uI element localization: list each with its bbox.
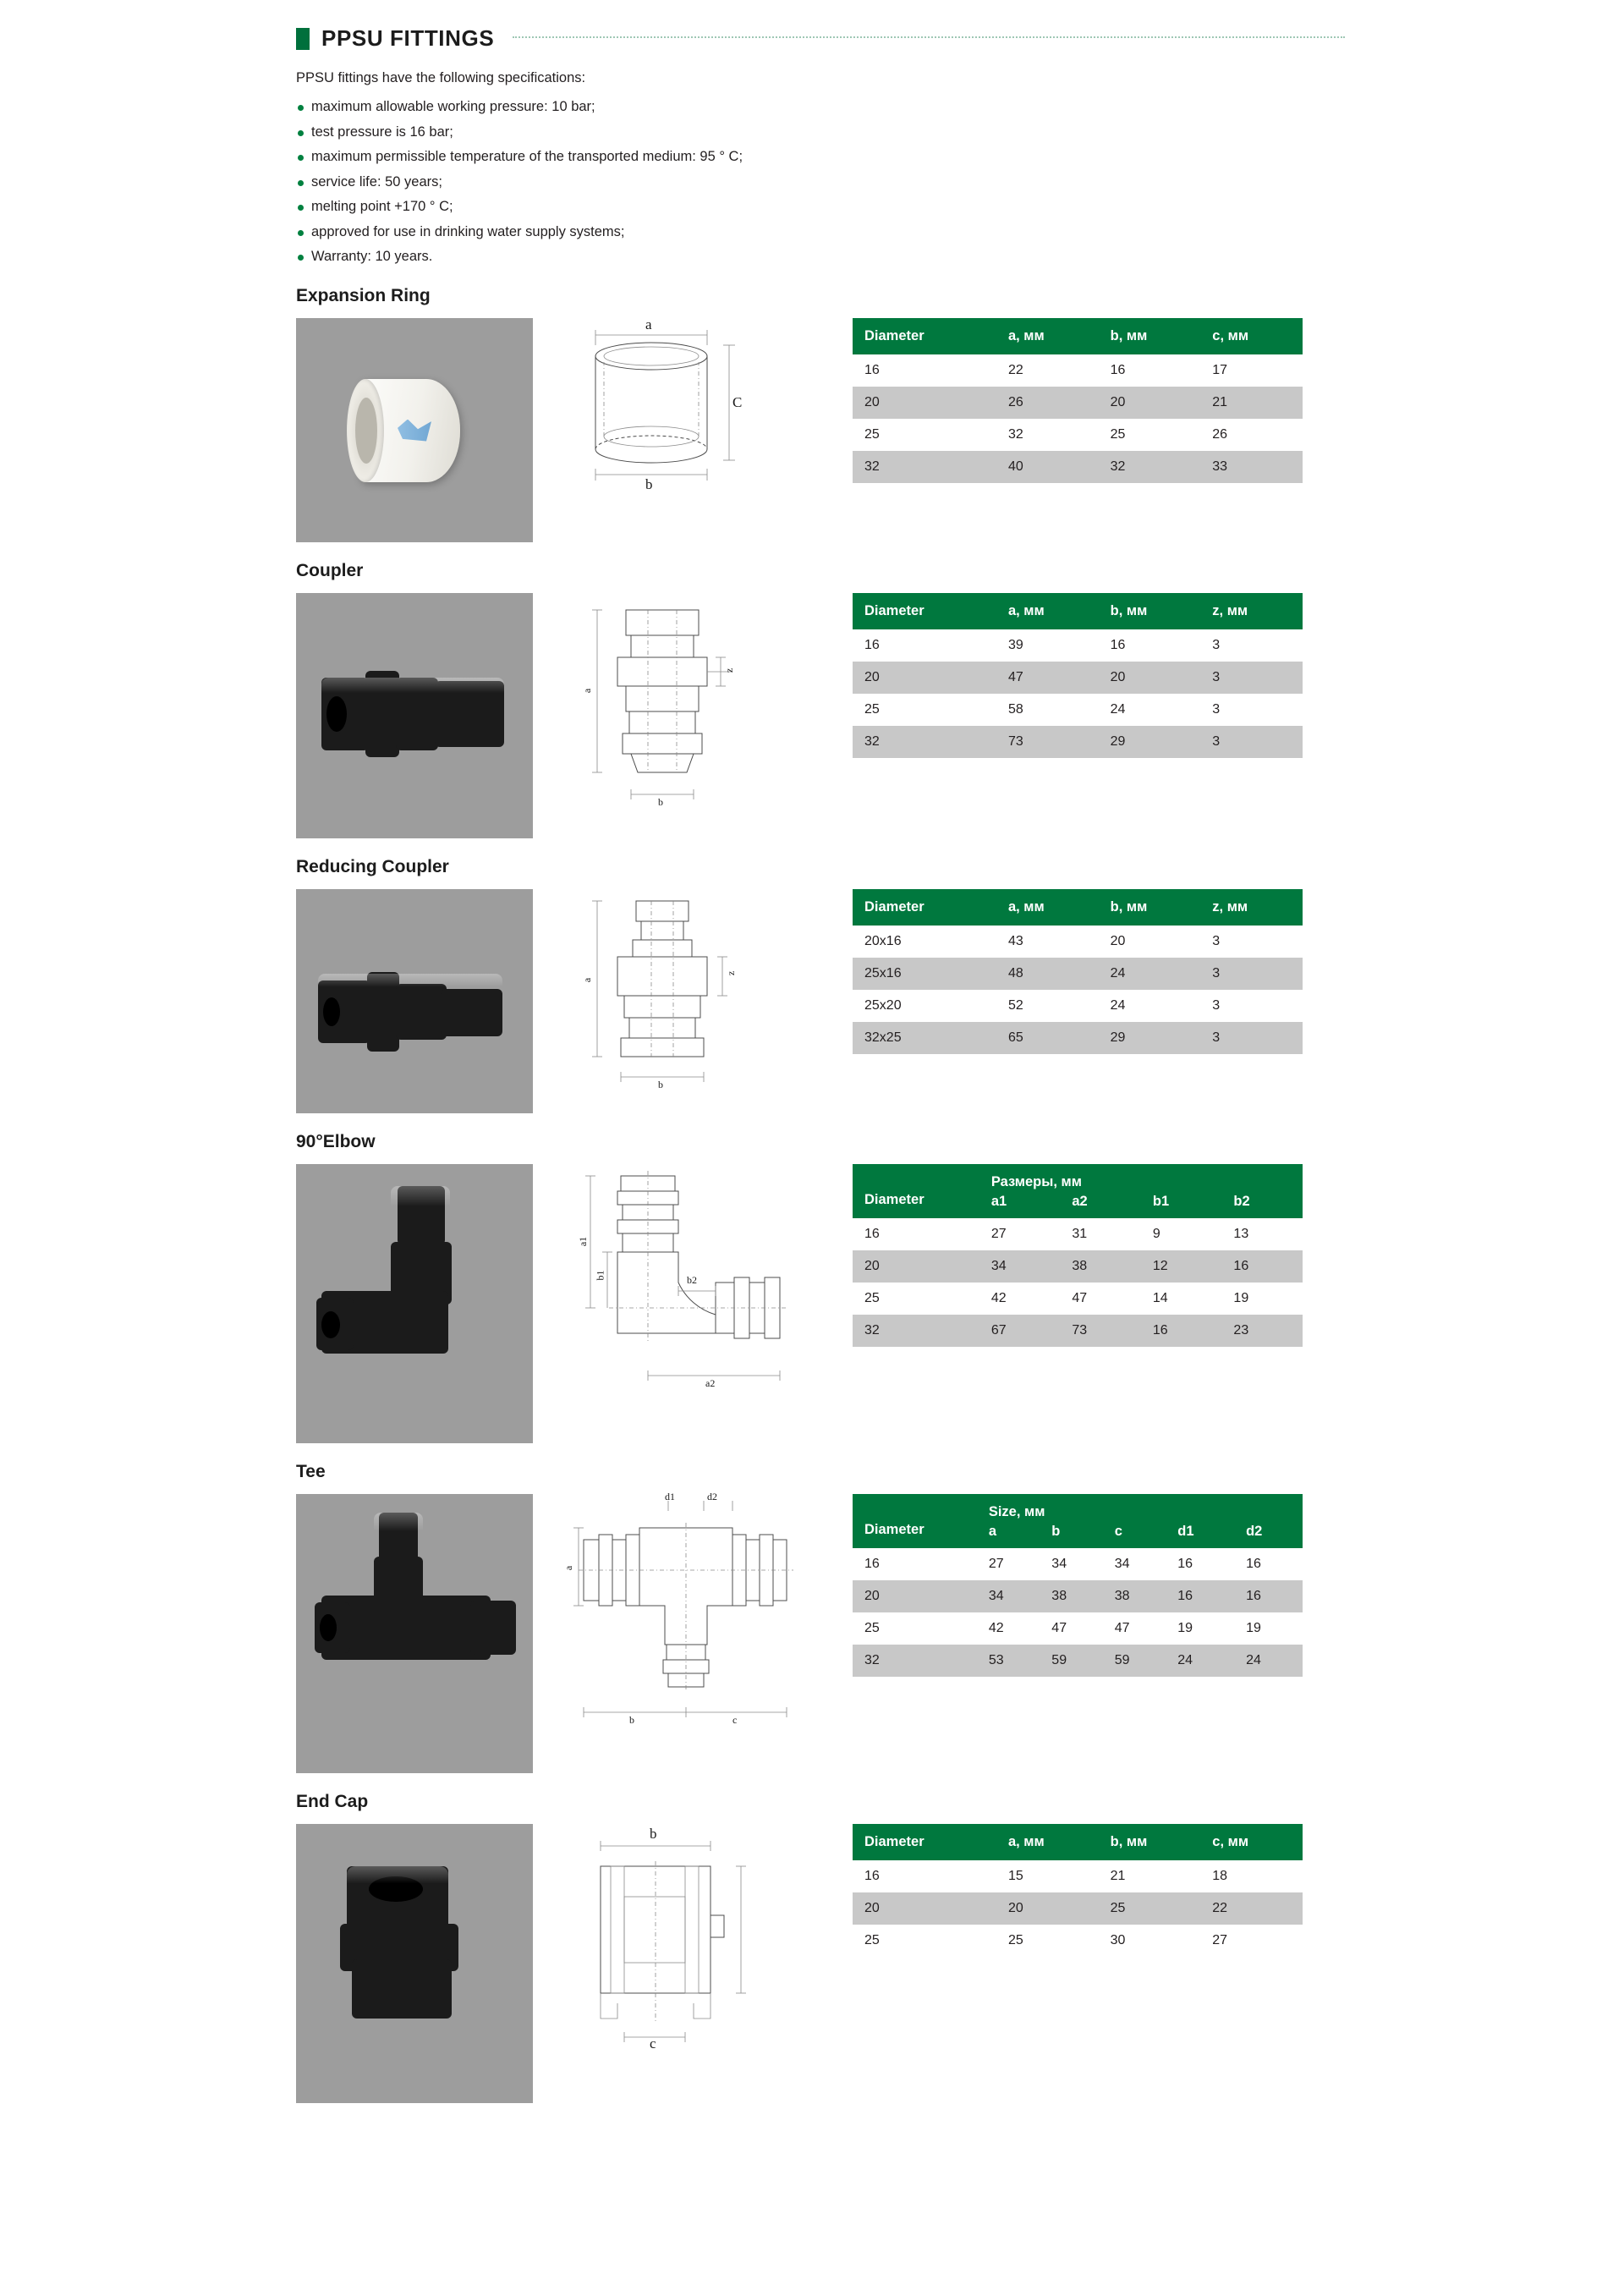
table-cell: 39 xyxy=(1007,637,1023,652)
drawing-label-b2: b2 xyxy=(687,1273,697,1286)
table-header-row xyxy=(853,318,1303,354)
drawing-column xyxy=(533,1824,804,2052)
table-cell: 20 xyxy=(1007,1900,1023,1915)
table-cell: 9 xyxy=(1152,1226,1160,1241)
drawing-column xyxy=(533,1164,804,1443)
table-cell: 3 xyxy=(1212,637,1221,652)
table-cell: 3 xyxy=(1212,701,1221,717)
table-cell: 73 xyxy=(1072,1322,1088,1338)
table-cell: 16 xyxy=(1110,637,1126,652)
column-header: c, мм xyxy=(1200,1824,1303,1860)
table-column xyxy=(804,1824,1345,1957)
table-row xyxy=(853,1548,1303,1580)
drawing-label-d2: d2 xyxy=(707,1490,717,1502)
table-row xyxy=(853,419,1303,451)
table-cell: 20 xyxy=(1110,669,1126,684)
technical-drawing-end-cap xyxy=(567,1824,804,2052)
table-cell: 18 xyxy=(1212,1868,1228,1883)
table-column xyxy=(804,593,1345,758)
table-cell: 16 xyxy=(1246,1556,1261,1571)
header-dotted-rule xyxy=(513,36,1345,38)
column-header: b, мм xyxy=(1099,889,1201,926)
table-column xyxy=(804,318,1345,483)
table-row xyxy=(853,1612,1303,1645)
column-header: Diameter xyxy=(853,1494,977,1548)
column-header: b, мм xyxy=(1099,318,1201,354)
table-cell: 27 xyxy=(988,1556,1004,1571)
table-cell: 47 xyxy=(1072,1290,1088,1305)
table-cell: 53 xyxy=(988,1652,1004,1667)
column-header: Diameter xyxy=(853,889,996,926)
table-row xyxy=(853,1250,1303,1283)
table-cell: 48 xyxy=(1007,965,1023,980)
product-photo-tee xyxy=(296,1494,533,1773)
table-cell: 16 xyxy=(1177,1588,1193,1603)
table-cell: 3 xyxy=(1212,733,1221,749)
table-cell: 20 xyxy=(864,1588,880,1603)
table-cell: 12 xyxy=(1152,1258,1168,1273)
table-cell: 3 xyxy=(1212,669,1221,684)
table-cell: 25 xyxy=(1110,1900,1126,1915)
table-cell: 32 xyxy=(1110,459,1126,474)
table-header-row xyxy=(853,1824,1303,1860)
table-row xyxy=(853,1925,1303,1957)
table-cell: 47 xyxy=(1007,669,1023,684)
table-cell: 27 xyxy=(1212,1932,1228,1947)
drawing-label-b: b xyxy=(629,1713,634,1726)
technical-drawing-elbow xyxy=(567,1164,804,1443)
table-cell: 33 xyxy=(1212,459,1228,474)
table-cell: 14 xyxy=(1152,1290,1168,1305)
column-header: Diameter xyxy=(853,318,996,354)
section-title: 90°Elbow xyxy=(296,1131,376,1151)
page-title: PPSU FITTINGS xyxy=(321,25,495,51)
column-header: b xyxy=(1040,1524,1102,1548)
table-cell: 22 xyxy=(1212,1900,1228,1915)
table-cell: 32 xyxy=(864,1322,880,1338)
table-cell: 34 xyxy=(1114,1556,1130,1571)
spec-table-elbow xyxy=(853,1164,1303,1347)
table-row xyxy=(853,451,1303,483)
table-cell: 29 xyxy=(1110,733,1126,749)
table-cell: 3 xyxy=(1212,965,1221,980)
table-cell: 20 xyxy=(864,1258,880,1273)
table-cell: 15 xyxy=(1007,1868,1023,1883)
spec-table-end-cap xyxy=(853,1824,1303,1957)
table-row xyxy=(853,694,1303,726)
table-cell: 34 xyxy=(990,1258,1007,1273)
section-expansion-ring xyxy=(296,286,1345,542)
table-cell: 25 xyxy=(864,426,880,442)
column-header: a, мм xyxy=(996,593,1099,629)
list-item: Warranty: 10 years. xyxy=(296,250,1345,264)
table-header-row xyxy=(853,593,1303,629)
drawing-label-z: z xyxy=(723,667,736,673)
table-cell: 32x25 xyxy=(864,1030,902,1045)
table-row xyxy=(853,1860,1303,1892)
table-cell: 24 xyxy=(1110,965,1126,980)
list-item: test pressure is 16 bar; xyxy=(296,125,1345,140)
column-header: Diameter xyxy=(853,1824,996,1860)
table-cell: 24 xyxy=(1177,1652,1193,1667)
table-cell: 20x16 xyxy=(864,933,902,948)
photo-column xyxy=(296,1494,533,1773)
column-group-header: Размеры, мм xyxy=(979,1164,1303,1194)
drawing-column xyxy=(533,889,804,1113)
table-row xyxy=(853,387,1303,419)
section-tee xyxy=(296,1462,1345,1773)
table-row xyxy=(853,1283,1303,1315)
table-cell: 32 xyxy=(1007,426,1023,442)
green-square-marker xyxy=(296,28,310,50)
product-photo-reducing-coupler xyxy=(296,889,533,1113)
table-cell: 20 xyxy=(1110,394,1126,409)
table-cell: 43 xyxy=(1007,933,1023,948)
table-cell: 29 xyxy=(1110,1030,1126,1045)
drawing-linework xyxy=(567,593,820,838)
drawing-label-a: a xyxy=(581,688,594,693)
table-cell: 65 xyxy=(1007,1030,1023,1045)
spec-table-expansion-ring xyxy=(853,318,1303,483)
column-header: c, мм xyxy=(1200,318,1303,354)
section-title: Reducing Coupler xyxy=(296,856,449,876)
table-cell: 21 xyxy=(1110,1868,1126,1883)
column-group-header: Size, мм xyxy=(977,1494,1303,1524)
table-cell: 25 xyxy=(864,1932,880,1947)
table-cell: 24 xyxy=(1246,1652,1261,1667)
table-cell: 23 xyxy=(1233,1322,1249,1338)
table-cell: 25 xyxy=(1007,1932,1023,1947)
column-header: z, мм xyxy=(1200,889,1303,926)
column-header: b2 xyxy=(1221,1194,1303,1218)
technical-drawing-expansion-ring xyxy=(567,318,804,542)
spec-table-tee xyxy=(853,1494,1303,1677)
table-cell: 38 xyxy=(1114,1588,1130,1603)
table-cell: 32 xyxy=(864,733,880,749)
section-title: Expansion Ring xyxy=(296,285,431,305)
table-cell: 25 xyxy=(864,1620,880,1635)
table-cell: 30 xyxy=(1110,1932,1126,1947)
drawing-linework xyxy=(567,889,820,1113)
table-cell: 27 xyxy=(990,1226,1007,1241)
table-cell: 20 xyxy=(864,1900,880,1915)
table-cell: 31 xyxy=(1072,1226,1088,1241)
table-cell: 20 xyxy=(1110,933,1126,948)
technical-drawing-coupler xyxy=(567,593,804,838)
table-row xyxy=(853,726,1303,758)
product-photo-end-cap xyxy=(296,1824,533,2103)
table-row xyxy=(853,1645,1303,1677)
table-cell: 24 xyxy=(1110,997,1126,1013)
column-header: b, мм xyxy=(1099,593,1201,629)
table-cell: 21 xyxy=(1212,394,1228,409)
table-cell: 42 xyxy=(988,1620,1004,1635)
drawing-column xyxy=(533,318,804,542)
product-photo-coupler xyxy=(296,593,533,838)
column-header: d2 xyxy=(1234,1524,1303,1548)
drawing-label-z: z xyxy=(725,970,738,975)
table-cell: 16 xyxy=(864,1556,880,1571)
table-cell: 42 xyxy=(990,1290,1007,1305)
list-item: maximum permissible temperature of the transported medium: 95 ° C; xyxy=(296,150,1345,164)
table-cell: 52 xyxy=(1007,997,1023,1013)
table-cell: 13 xyxy=(1233,1226,1249,1241)
photo-column xyxy=(296,1824,533,2103)
drawing-label-a1: a1 xyxy=(577,1236,590,1246)
specifications-list xyxy=(296,100,1345,264)
table-cell: 19 xyxy=(1233,1290,1249,1305)
table-header-row xyxy=(853,1494,1303,1524)
table-row xyxy=(853,1022,1303,1054)
table-cell: 59 xyxy=(1114,1652,1130,1667)
list-item: melting point +170 ° C; xyxy=(296,200,1345,214)
table-cell: 16 xyxy=(1152,1322,1168,1338)
column-header: c xyxy=(1103,1524,1166,1548)
drawing-label-b: b xyxy=(645,475,653,492)
section-coupler xyxy=(296,561,1345,838)
column-header: Diameter xyxy=(853,1164,979,1218)
drawing-linework xyxy=(567,1824,820,2052)
drawing-label-c: c xyxy=(650,2035,656,2052)
photo-column xyxy=(296,593,533,838)
table-cell: 24 xyxy=(1110,701,1126,717)
table-cell: 25x16 xyxy=(864,965,902,980)
table-cell: 25 xyxy=(1110,426,1126,442)
table-cell: 16 xyxy=(864,362,880,377)
table-cell: 3 xyxy=(1212,1030,1221,1045)
list-item: service life: 50 years; xyxy=(296,175,1345,190)
photo-column xyxy=(296,1164,533,1443)
drawing-label-a: a xyxy=(581,977,594,982)
drawing-linework xyxy=(567,1494,820,1739)
column-header: d1 xyxy=(1166,1524,1234,1548)
table-cell: 19 xyxy=(1177,1620,1193,1635)
table-cell: 3 xyxy=(1212,933,1221,948)
table-cell: 16 xyxy=(1246,1588,1261,1603)
table-row xyxy=(853,1580,1303,1612)
table-cell: 20 xyxy=(864,669,880,684)
table-cell: 16 xyxy=(864,1868,880,1883)
table-row xyxy=(853,1218,1303,1250)
drawing-linework xyxy=(567,1164,820,1443)
table-cell: 58 xyxy=(1007,701,1023,717)
table-cell: 25 xyxy=(864,701,880,717)
column-header: b1 xyxy=(1141,1194,1222,1218)
table-cell: 25 xyxy=(864,1290,880,1305)
drawing-label-c: C xyxy=(732,393,743,410)
table-cell: 16 xyxy=(864,1226,880,1241)
drawing-label-b: b xyxy=(658,1078,663,1090)
column-header: a, мм xyxy=(996,1824,1099,1860)
content-column xyxy=(296,25,1345,2103)
table-column xyxy=(804,889,1345,1054)
table-cell: 34 xyxy=(1051,1556,1067,1571)
table-column xyxy=(804,1494,1345,1677)
drawing-label-b: b xyxy=(658,795,663,808)
section-90-elbow xyxy=(296,1132,1345,1443)
column-header: a, мм xyxy=(996,889,1099,926)
photo-column xyxy=(296,889,533,1113)
table-cell: 20 xyxy=(864,394,880,409)
table-cell: 16 xyxy=(864,637,880,652)
table-row xyxy=(853,926,1303,958)
table-cell: 32 xyxy=(864,459,880,474)
table-cell: 26 xyxy=(1212,426,1228,442)
drawing-label-d1: d1 xyxy=(665,1490,675,1502)
table-cell: 17 xyxy=(1212,362,1228,377)
intro-text: PPSU fittings have the following specifications: xyxy=(296,70,586,85)
section-title: Coupler xyxy=(296,560,364,580)
list-item: maximum allowable working pressure: 10 bar; xyxy=(296,100,1345,114)
table-row xyxy=(853,662,1303,694)
table-row xyxy=(853,629,1303,662)
column-header: a2 xyxy=(1060,1194,1141,1218)
table-row xyxy=(853,958,1303,990)
table-cell: 16 xyxy=(1110,362,1126,377)
table-cell: 26 xyxy=(1007,394,1023,409)
table-column xyxy=(804,1164,1345,1347)
spec-table-coupler xyxy=(853,593,1303,758)
photo-column xyxy=(296,318,533,542)
column-header: a, мм xyxy=(996,318,1099,354)
drawing-column xyxy=(533,1490,804,1739)
table-cell: 3 xyxy=(1212,997,1221,1013)
technical-drawing-reducing-coupler xyxy=(567,889,804,1113)
table-cell: 16 xyxy=(1233,1258,1249,1273)
table-cell: 59 xyxy=(1051,1652,1067,1667)
section-end-cap xyxy=(296,1792,1345,2103)
product-photo-elbow xyxy=(296,1164,533,1443)
table-row xyxy=(853,990,1303,1022)
table-row xyxy=(853,354,1303,387)
drawing-label-a: a xyxy=(562,1565,575,1570)
table-cell: 16 xyxy=(1177,1556,1193,1571)
table-cell: 25x20 xyxy=(864,997,902,1013)
column-header: a1 xyxy=(979,1194,1061,1218)
column-header: Diameter xyxy=(853,593,996,629)
table-cell: 22 xyxy=(1007,362,1023,377)
list-item: approved for use in drinking water supply systems; xyxy=(296,225,1345,239)
drawing-linework xyxy=(567,318,820,542)
column-header: z, мм xyxy=(1200,593,1303,629)
table-cell: 34 xyxy=(988,1588,1004,1603)
photo-shape xyxy=(355,398,377,464)
section-title: Tee xyxy=(296,1461,326,1481)
column-header: a xyxy=(977,1524,1040,1548)
table-cell: 32 xyxy=(864,1652,880,1667)
table-cell: 67 xyxy=(990,1322,1007,1338)
table-cell: 38 xyxy=(1051,1588,1067,1603)
spec-table-reducing-coupler xyxy=(853,889,1303,1054)
table-cell: 19 xyxy=(1246,1620,1261,1635)
drawing-label-b1: b1 xyxy=(594,1270,606,1280)
table-cell: 47 xyxy=(1051,1620,1067,1635)
section-reducing-coupler xyxy=(296,857,1345,1113)
table-row xyxy=(853,1315,1303,1347)
product-photo-expansion-ring xyxy=(296,318,533,542)
drawing-label-a2: a2 xyxy=(705,1376,716,1389)
table-header-row xyxy=(853,1164,1303,1194)
drawing-column xyxy=(533,593,804,838)
table-cell: 38 xyxy=(1072,1258,1088,1273)
drawing-label-c: c xyxy=(732,1713,738,1726)
drawing-label-a: a xyxy=(645,316,652,332)
table-cell: 40 xyxy=(1007,459,1023,474)
table-header-row xyxy=(853,889,1303,926)
section-title: End Cap xyxy=(296,1791,369,1811)
technical-drawing-tee xyxy=(562,1490,804,1739)
page-header xyxy=(296,25,1345,52)
table-cell: 73 xyxy=(1007,733,1023,749)
table-row xyxy=(853,1892,1303,1925)
table-cell: 47 xyxy=(1114,1620,1130,1635)
drawing-label-b: b xyxy=(650,1825,657,1842)
column-header: b, мм xyxy=(1099,1824,1201,1860)
